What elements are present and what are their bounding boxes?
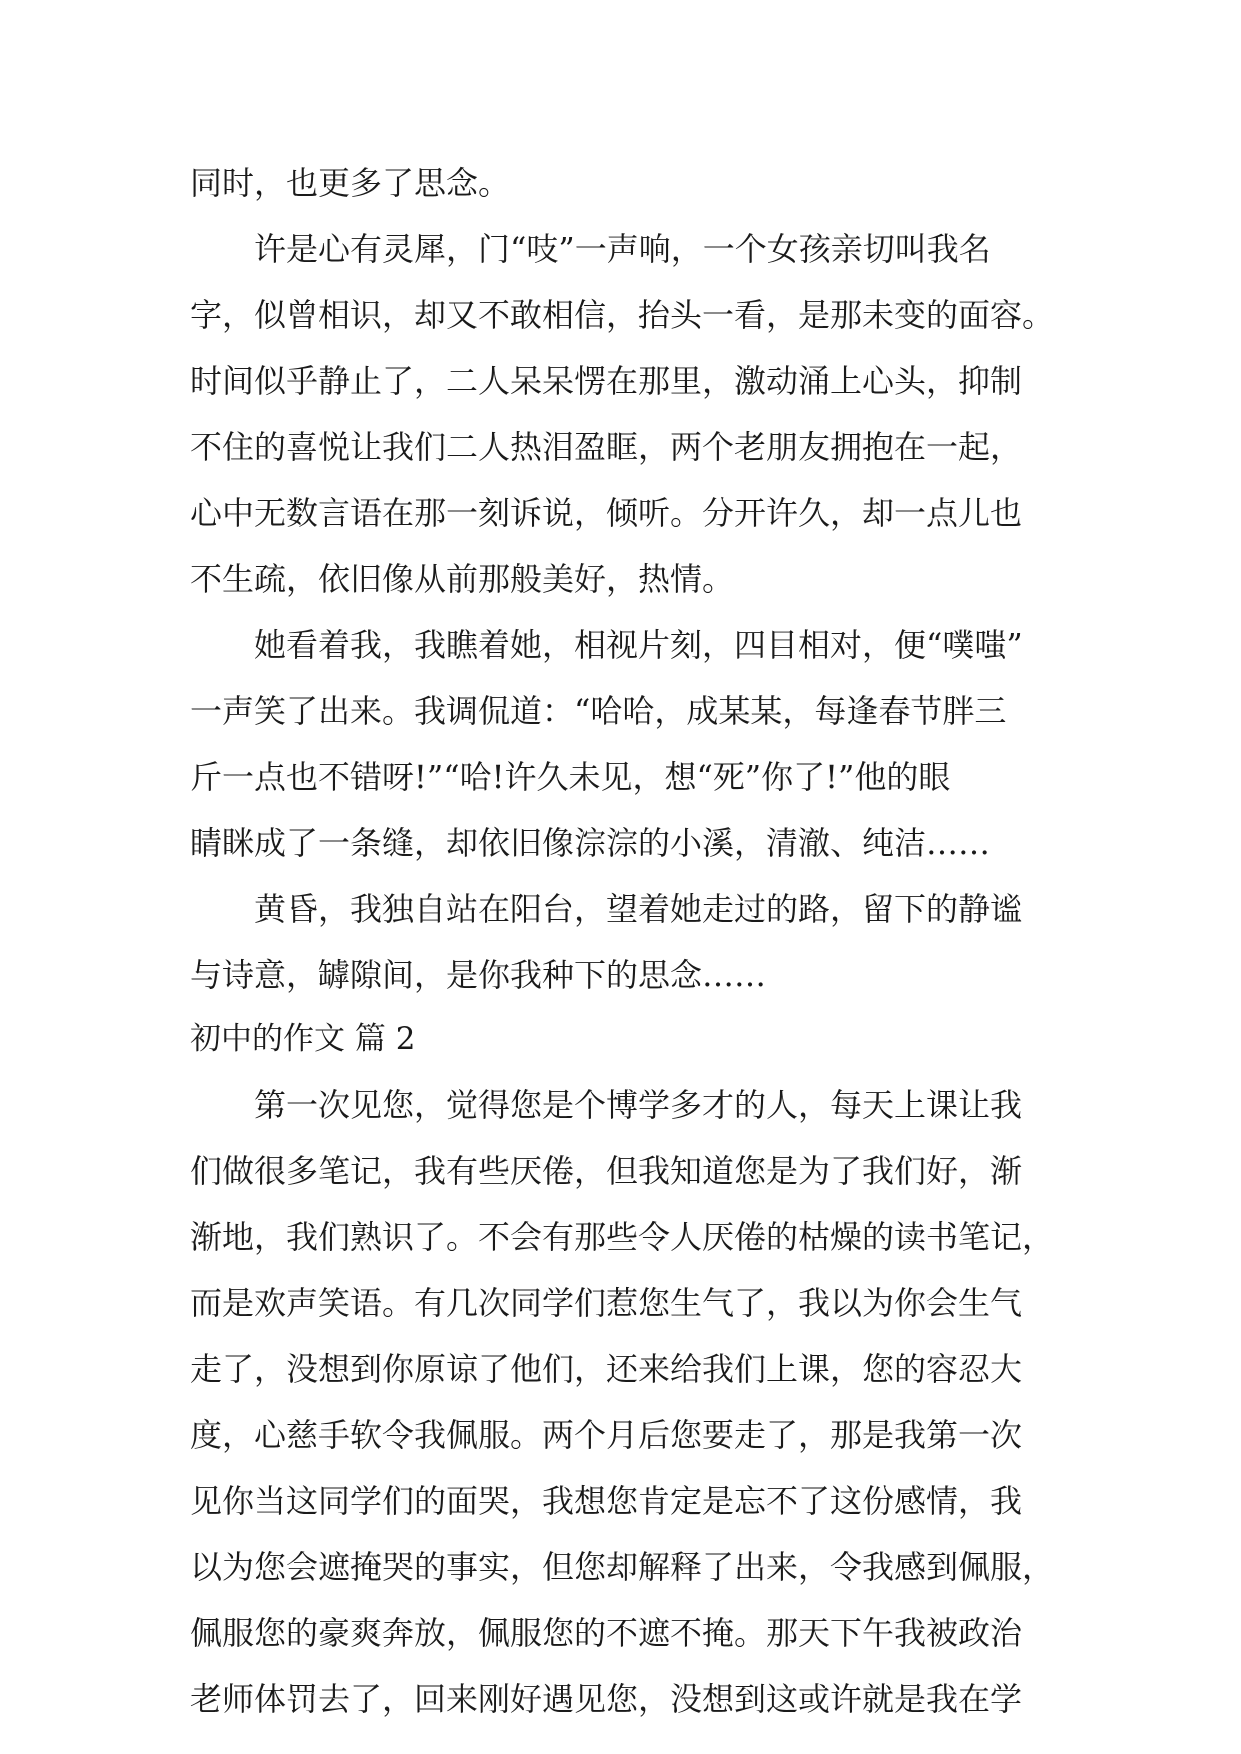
paragraph-line: 不住的喜悦让我们二人热泪盈眶，两个老朋友拥抱在一起，: [190, 428, 1023, 466]
paragraph-line: 同时，也更多了思念。: [190, 164, 511, 202]
paragraph-line: 字，似曾相识，却又不敢相信，抬头一看，是那未变的面容。: [190, 296, 1055, 334]
paragraph-line: 佩服您的豪爽奔放，佩服您的不遮不掩。那天下午我被政治: [190, 1614, 1023, 1652]
paragraph-line: 一声笑了出来。我调侃道：“哈哈，成某某，每逢春节胖三: [190, 692, 1007, 730]
paragraph-line: 她看着我，我瞧着她，相视片刻，四目相对，便“噗嗤”: [254, 626, 1023, 664]
section-heading: 初中的作文 篇 2: [190, 1021, 416, 1057]
paragraph-line: 们做很多笔记，我有些厌倦，但我知道您是为了我们好，渐: [190, 1152, 1023, 1190]
paragraph-line: 心中无数言语在那一刻诉说，倾听。分开许久，却一点儿也: [190, 494, 1023, 532]
paragraph-line: 度，心慈手软令我佩服。两个月后您要走了，那是我第一次: [190, 1416, 1023, 1454]
paragraph-line: 第一次见您，觉得您是个博学多才的人，每天上课让我: [254, 1086, 1023, 1124]
paragraph-line: 许是心有灵犀，门“吱”一声响，一个女孩亲切叫我名: [254, 230, 991, 268]
paragraph-line: 斤一点也不错呀!”“哈!许久未见，想“死”你了!”他的眼: [190, 758, 951, 796]
paragraph-line: 时间似乎静止了，二人呆呆愣在那里，激动涌上心头，抑制: [190, 362, 1023, 400]
paragraph-line: 见你当这同学们的面哭，我想您肯定是忘不了这份感情，我: [190, 1482, 1023, 1520]
paragraph-line: 老师体罚去了，回来刚好遇见您，没想到这或许就是我在学: [190, 1680, 1023, 1718]
paragraph-line: 而是欢声笑语。有几次同学们惹您生气了，我以为你会生气: [190, 1284, 1023, 1322]
paragraph-line: 渐地，我们熟识了。不会有那些令人厌倦的枯燥的读书笔记，: [190, 1218, 1055, 1256]
paragraph-line: 黄昏，我独自站在阳台，望着她走过的路，留下的静谧: [254, 890, 1023, 928]
paragraph-line: 走了，没想到你原谅了他们，还来给我们上课，您的容忍大: [190, 1350, 1023, 1388]
paragraph-line: 与诗意，罅隙间，是你我种下的思念……: [190, 956, 767, 994]
paragraph-line: 以为您会遮掩哭的事实，但您却解释了出来，令我感到佩服，: [190, 1548, 1055, 1586]
paragraph-line: 不生疏，依旧像从前那般美好，热情。: [190, 560, 735, 598]
paragraph-line: 睛眯成了一条缝，却依旧像淙淙的小溪，清澈、纯洁……: [190, 824, 991, 862]
